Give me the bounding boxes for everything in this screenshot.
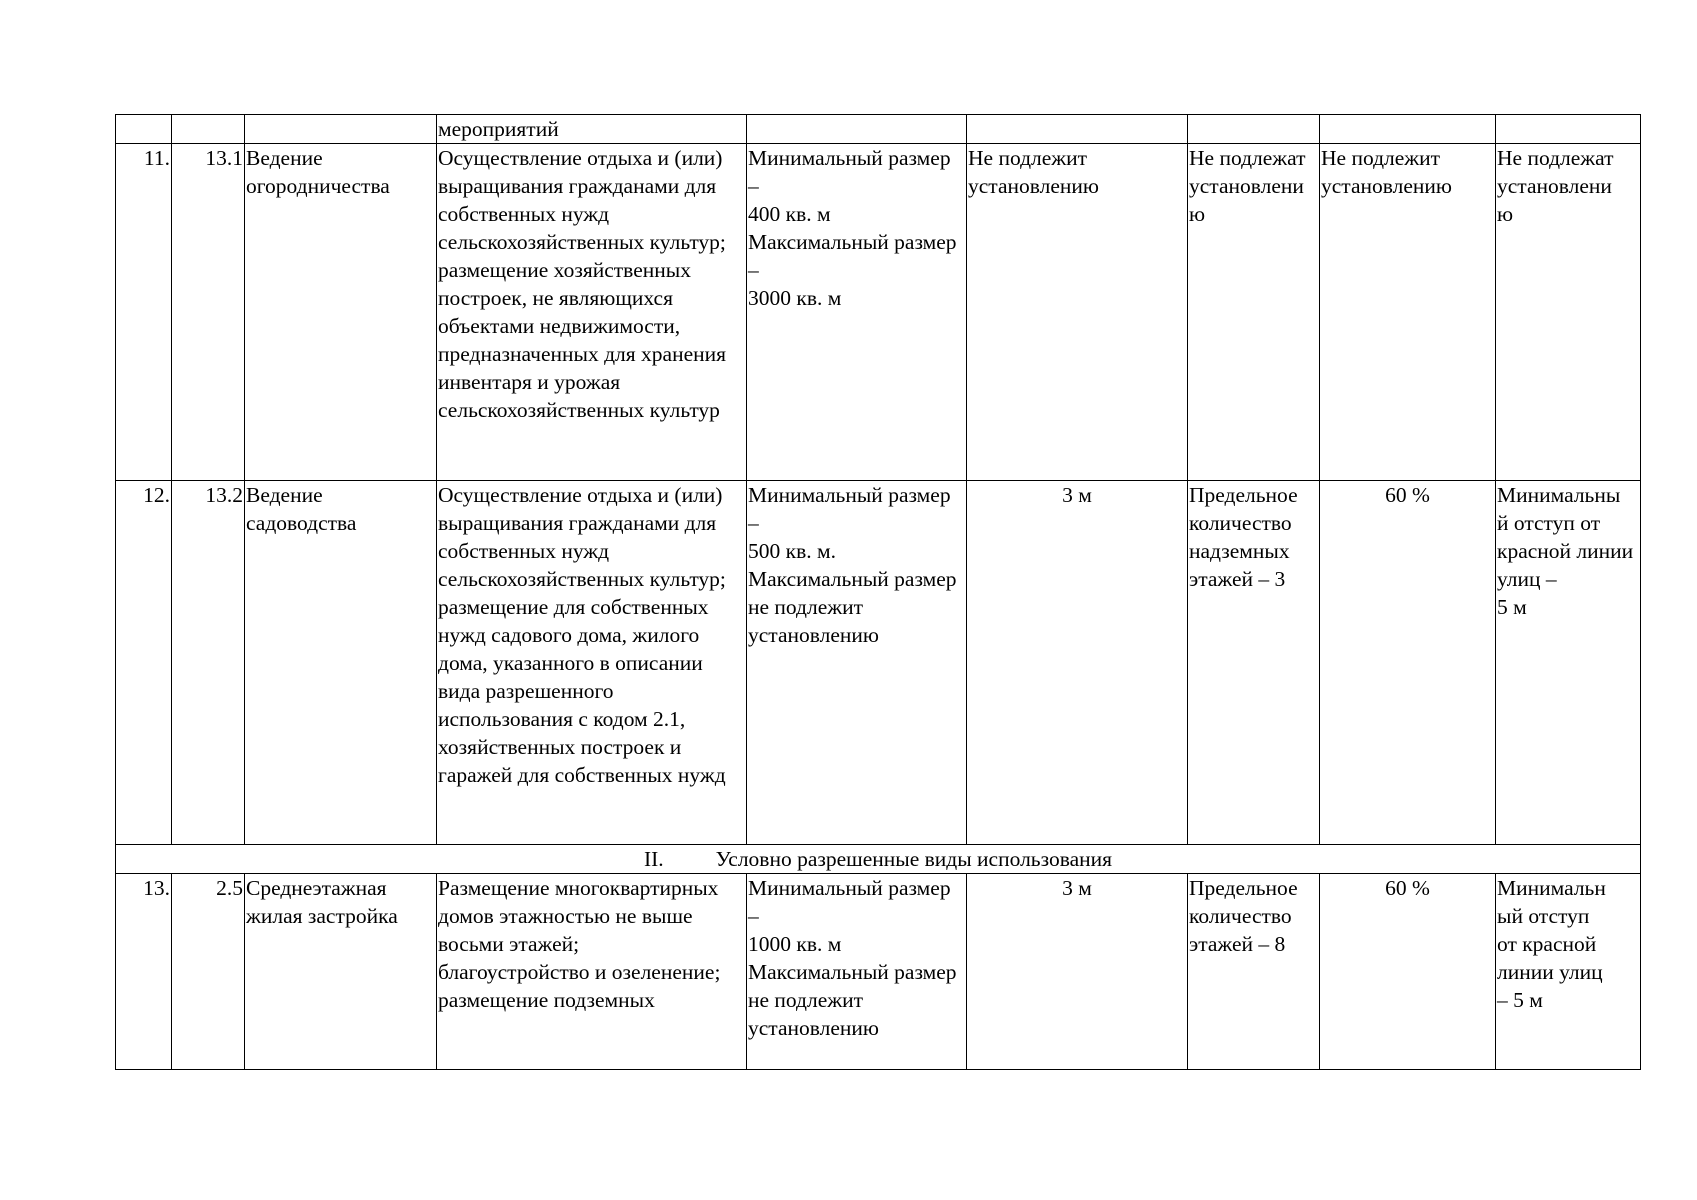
cell-coverage: 60 %	[1320, 874, 1496, 1070]
cell-setback: 3 м	[967, 874, 1188, 1070]
table-row-11	[116, 144, 1641, 481]
cell-name: Ведение огородничества	[245, 144, 437, 481]
cell-other: Не подлежат установлени ю	[1496, 144, 1641, 481]
cell-coverage: 60 %	[1320, 481, 1496, 845]
section-header-row	[116, 845, 1641, 874]
cell-code: 13.2	[172, 481, 245, 845]
cell-code: 2.5	[172, 874, 245, 1070]
cell-setback: 3 м	[967, 481, 1188, 845]
cell-other	[1496, 115, 1641, 144]
cell-floors	[1188, 115, 1320, 144]
cell-description: Осуществление отдыха и (или) выращивания гражданами для собственных нужд сельскохозяйственных культур; размещение для собственных нужд садового дома, жилого дома, указанного в описании вида разрешенного использования с кодом 2.1, хозяйственных построек и гаражей для собственных нужд	[437, 481, 747, 845]
cell-description: Размещение многоквартирных домов этажностью не выше восьми этажей; благоустройство и озеленение; размещение подземных	[437, 874, 747, 1070]
cell-name	[245, 115, 437, 144]
cell-area: Минимальный размер – 500 кв. м. Максимальный размер не подлежит установлению	[747, 481, 967, 845]
cell-coverage: Не подлежит установлению	[1320, 144, 1496, 481]
cell-setback	[967, 115, 1188, 144]
cell-name: Среднеэтажная жилая застройка	[245, 874, 437, 1070]
cell-floors: Не подлежат установлени ю	[1188, 144, 1320, 481]
cell-area: Минимальный размер – 1000 кв. м Максимальный размер не подлежит установлению	[747, 874, 967, 1070]
cell-setback: Не подлежит установлению	[967, 144, 1188, 481]
cell-other: Минимальн ый отступ от красной линии улиц – 5 м	[1496, 874, 1641, 1070]
cell-code: 13.1	[172, 144, 245, 481]
cell-number	[116, 115, 172, 144]
cell-floors: Предельное количество этажей – 8	[1188, 874, 1320, 1070]
cell-name: Ведение садоводства	[245, 481, 437, 845]
cell-code	[172, 115, 245, 144]
table-row-12	[116, 481, 1641, 845]
table-row-13	[116, 874, 1641, 1070]
cell-coverage	[1320, 115, 1496, 144]
regulations-table	[115, 114, 1641, 1070]
cell-number: 13.	[116, 874, 172, 1070]
cell-number: 12.	[116, 481, 172, 845]
cell-number: 11.	[116, 144, 172, 481]
cell-floors: Предельное количество надземных этажей – 3	[1188, 481, 1320, 845]
cell-area	[747, 115, 967, 144]
section-number: II.	[643, 847, 664, 871]
cell-description: Осуществление отдыха и (или) выращивания гражданами для собственных нужд сельскохозяйственных культур; размещение хозяйственных построек, не являющихся объектами недвижимости, предназначенных для хранения инвентаря и урожая сельскохозяйственных культур	[437, 144, 747, 481]
continuation-row	[116, 115, 1641, 144]
section-heading	[116, 845, 1641, 874]
section-title: Условно разрешенные виды использования	[715, 847, 1113, 871]
cell-other: Минимальны й отступ от красной линии улиц – 5 м	[1496, 481, 1641, 845]
cell-area: Минимальный размер – 400 кв. м Максимальный размер – 3000 кв. м	[747, 144, 967, 481]
cell-description: мероприятий	[437, 115, 747, 144]
